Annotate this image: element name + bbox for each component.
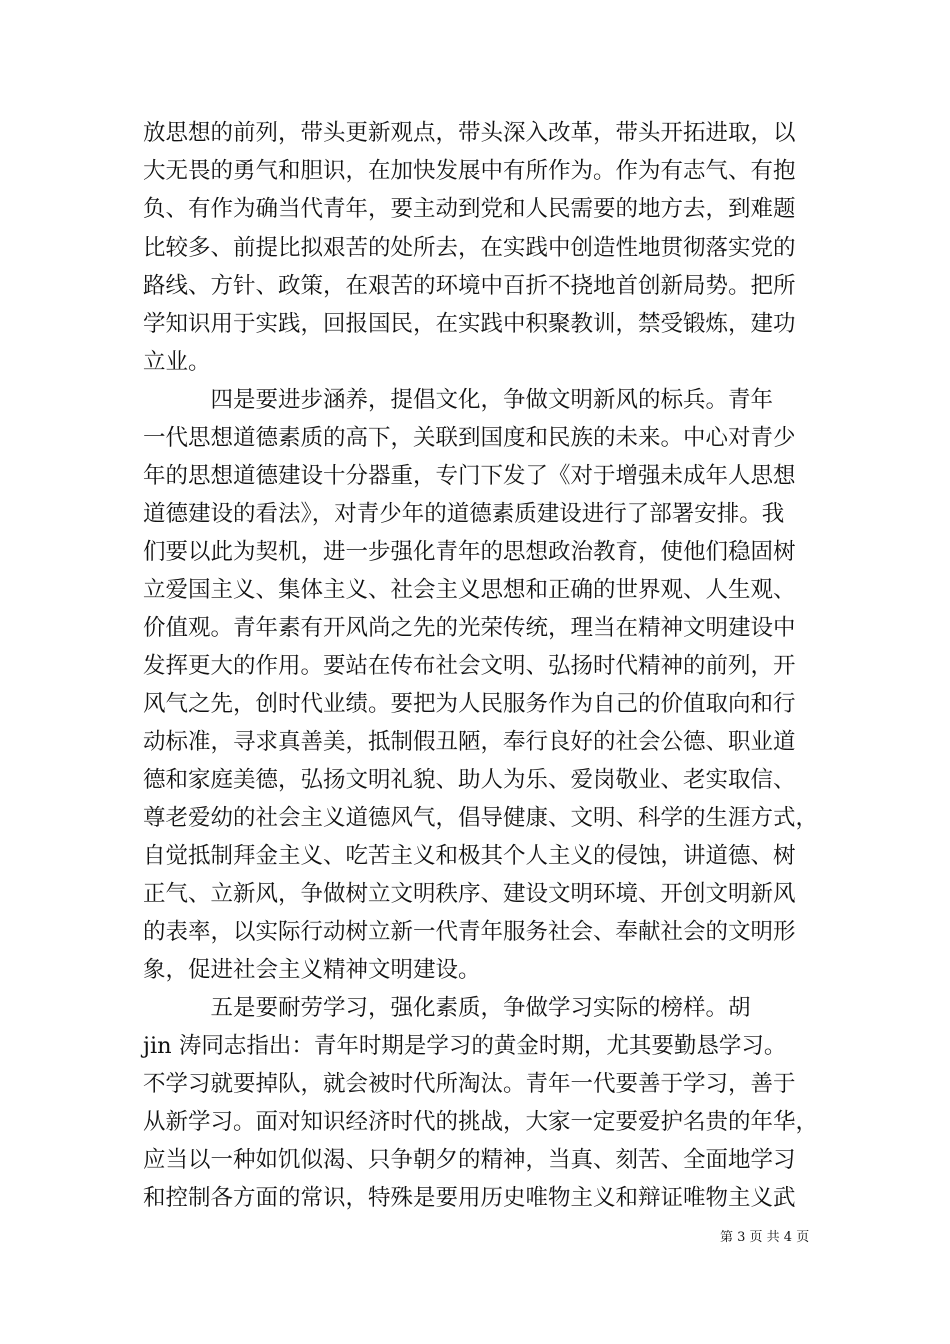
text-line: 们要以此为契机，进一步强化青年的思想政治教育，使他们稳固树 — [143, 539, 796, 565]
text-line: 道德建设的看法》，对青少年的道德素质建设进行了部署安排。我 — [143, 501, 785, 527]
text-line: 不学习就要掉队，就会被时代所淘汰。青年一代要善于学习，善于 — [143, 1071, 796, 1097]
text-line: 立爱国主义、集体主义、社会主义思想和正确的世界观、人生观、 — [143, 577, 796, 603]
text-line: 大无畏的勇气和胆识，在加快发展中有所作为。作为有志气、有抱 — [143, 158, 796, 184]
text-line: 四是要进步涵养，提倡文化，争做文明新风的标兵。青年 — [143, 387, 774, 413]
page-number: 第 3 页 共 4 页 — [720, 1230, 810, 1245]
text-line: 一代思想道德素质的高下，关联到国度和民族的未来。中心对青少 — [143, 425, 796, 451]
text-line: 自觉抵制拜金主义、吃苦主义和极其个人主义的侵蚀，讲道德、树 — [143, 843, 796, 869]
text-line: 德和家庭美德，弘扬文明礼貌、助人为乐、爱岗敬业、老实取信、 — [143, 767, 796, 793]
text-line: 路线、方针、政策，在艰苦的环境中百折不挠地首创新局势。把所 — [143, 273, 796, 299]
text-line: 学知识用于实践，回报国民，在实践中积聚教训，禁受锻炼，建功 — [143, 311, 796, 337]
text-line: 五是要耐劳学习，强化素质，争做学习实际的榜样。胡 — [143, 995, 751, 1021]
text-line: 风气之先，创时代业绩。要把为人民服务作为自己的价值取向和行 — [143, 691, 796, 717]
text-line: 比较多、前提比拟艰苦的处所去，在实践中创造性地贯彻落实党的 — [143, 235, 796, 261]
text-line: 象，促进社会主义精神文明建设。 — [143, 957, 481, 983]
text-line: 尊老爱幼的社会主义道德风气，倡导健康、文明、科学的生涯方式， — [143, 805, 819, 831]
text-line: 从新学习。面对知识经济时代的挑战，大家一定要爱护名贵的年华， — [143, 1109, 819, 1135]
text-line: 价值观。青年素有开风尚之先的光荣传统，理当在精神文明建设中 — [143, 615, 796, 641]
text-line: 的表率，以实际行动树立新一代青年服务社会、奉献社会的文明形 — [143, 919, 796, 945]
text-line: 放思想的前列，带头更新观点，带头深入改革，带头开拓进取，以 — [143, 120, 796, 146]
text-line: jin 涛同志指出：青年时期是学习的黄金时期，尤其要勤恳学习。 — [143, 1033, 787, 1059]
text-line: 和控制各方面的常识，特殊是要用历史唯物主义和辩证唯物主义武 — [143, 1185, 796, 1211]
text-line: 正气、立新风，争做树立文明秩序、建设文明环境、开创文明新风 — [143, 881, 796, 907]
text-line: 动标准，寻求真善美，抵制假丑陋，奉行良好的社会公德、职业道 — [143, 729, 796, 755]
text-line: 应当以一种如饥似渴、只争朝夕的精神，当真、刻苦、全面地学习 — [143, 1147, 796, 1173]
text-line: 负、有作为确当代青年，要主动到党和人民需要的地方去，到难题 — [143, 196, 796, 222]
text-line: 发挥更大的作用。要站在传布社会文明、弘扬时代精神的前列，开 — [143, 653, 796, 679]
text-line: 立业。 — [143, 349, 211, 375]
text-line: 年的思想道德建设十分器重，专门下发了《对于增强未成年人思想 — [143, 463, 796, 489]
